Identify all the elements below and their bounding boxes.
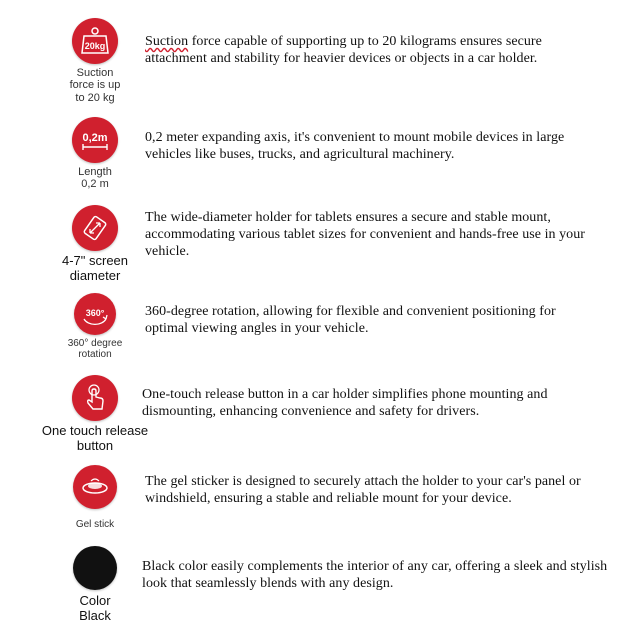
feature-description: The wide-diameter holder for tablets ensures a secure and stable mount, accommodating various tablet sizes for convenient and hands-free use in your vehicle. — [145, 210, 585, 259]
feature-description: One-touch release button in a car holder simplifies phone mounting and dismounting, enhancing convenience and safety for drivers. — [142, 387, 548, 419]
gel-sticker-icon — [73, 465, 117, 509]
feature-caption: Color Black — [79, 593, 111, 623]
feature-description: 360-degree rotation, allowing for flexible and convenient positioning for optimal viewing angles in your vehicle. — [145, 304, 556, 336]
feature-description: The gel sticker is designed to securely attach the holder to your car's panel or windshield, ensuring a stable and reliable mount for your device. — [145, 474, 581, 506]
feature-caption: Suction force is up to 20 kg — [69, 67, 121, 104]
screen-diameter-icon — [72, 205, 118, 251]
color-swatch-icon — [73, 546, 117, 590]
feature-description: Black color easily complements the interior of any car, offering a sleek and stylish look that seamlessly blends with any design. — [142, 559, 608, 591]
feature-caption: Length 0,2 m — [78, 166, 112, 191]
rotation-360-icon — [74, 293, 116, 335]
feature-caption: One touch release button — [41, 423, 149, 453]
touch-release-icon — [72, 375, 118, 421]
feature-caption: Gel stick — [75, 519, 115, 530]
feature-description: Suction force capable of supporting up to 20 kilograms ensures secure attachment and stability for heavier devices or objects in a car holder. — [145, 34, 542, 66]
feature-caption: 360° degree rotation — [67, 338, 123, 361]
feature-description: 0,2 meter expanding axis, it's convenient to mount mobile devices in large vehicles like buses, trucks, and agricultural machinery. — [145, 130, 565, 162]
svg-text:0,2m: 0,2m — [82, 132, 108, 144]
length-icon — [72, 117, 118, 163]
weight-20kg-icon — [72, 18, 118, 64]
feature-caption: 4-7" screen diameter — [61, 253, 129, 283]
svg-text:20kg: 20kg — [84, 41, 106, 51]
svg-text:360°: 360° — [85, 308, 105, 318]
